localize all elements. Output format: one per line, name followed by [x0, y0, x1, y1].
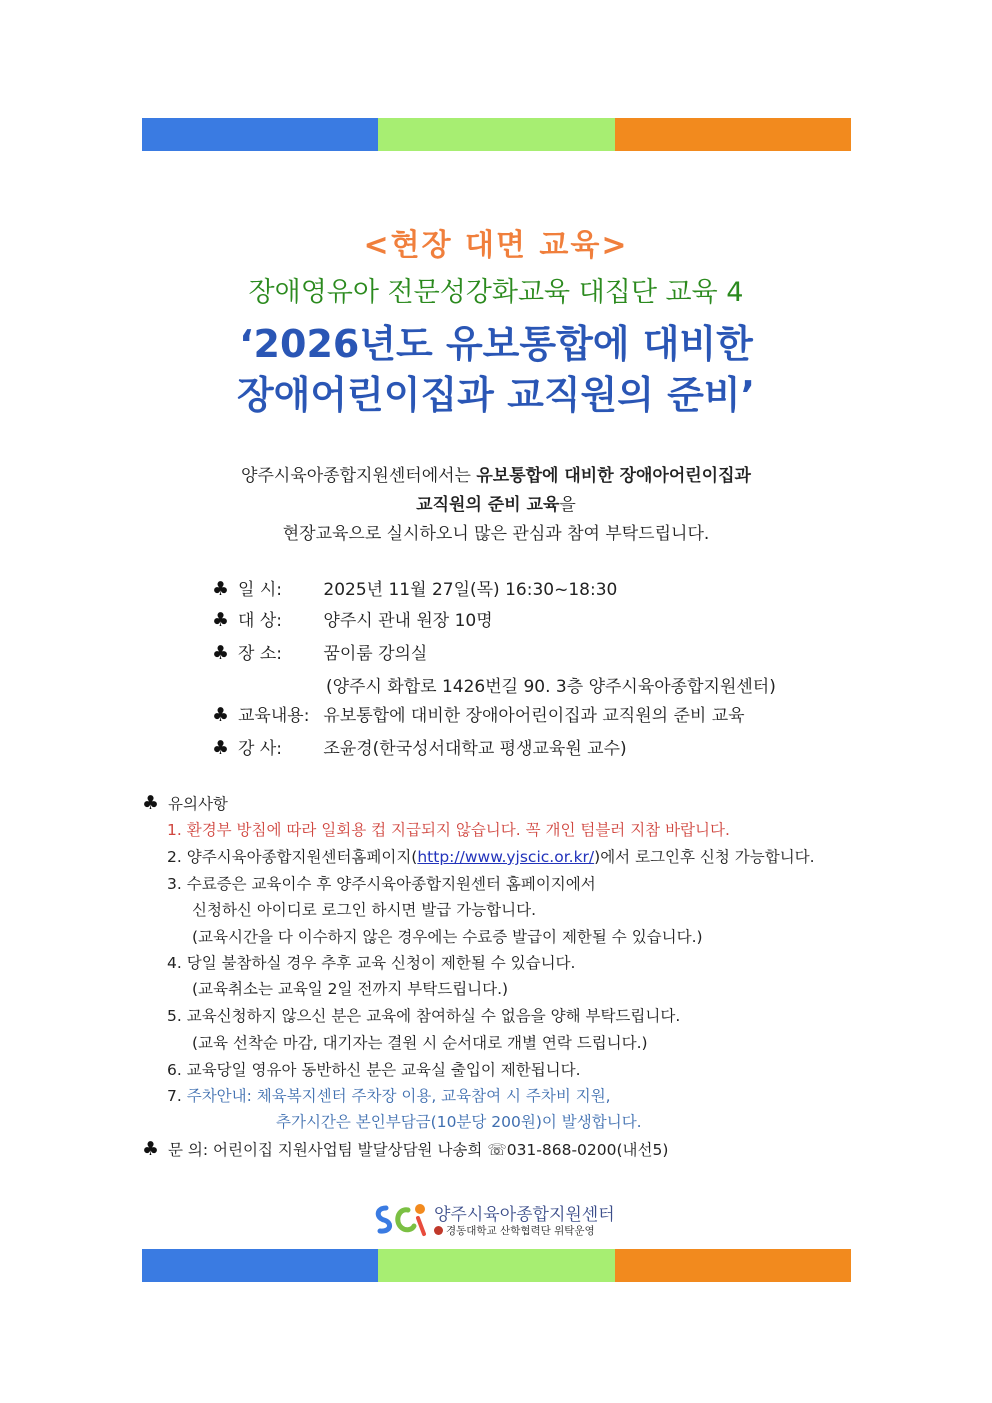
intro-bold-text: 교직원의 준비 교육 — [416, 495, 560, 515]
note-text: 2. 양주시육아종합지원센터홈페이지( — [167, 848, 418, 866]
contact-value: 어린이집 지원사업팀 발달상담원 나송희 — [213, 1141, 488, 1159]
intro-text: 양주시육아종합지원센터에서는 — [241, 466, 477, 486]
info-address: (양주시 화합로 1426번길 90. 3층 양주시육아종합지원센터) — [326, 677, 776, 697]
info-row-lecturer — [212, 734, 627, 759]
intro-line2 — [0, 490, 992, 515]
bar-orange-segment — [615, 118, 851, 151]
logo-name: 양주시육아종합지원센터 — [434, 1205, 615, 1225]
intro-bold-text: 유보통합에 대비한 장애아어린이집과 — [476, 466, 751, 486]
info-row-target — [212, 606, 493, 631]
logo-subtitle — [434, 1223, 595, 1238]
note-text: )에서 로그인후 신청 가능합니다. — [594, 848, 815, 866]
info-label: 교육내용: — [238, 706, 310, 726]
note-1: 1. 환경부 방침에 따라 일회용 컵 지급되지 않습니다. 꼭 개인 텀블러 지참 바랍니다. — [167, 821, 730, 839]
info-value: 조윤경(한국성서대학교 평생교육원 교수) — [323, 739, 627, 759]
parking-note: 주차안내: 체육복지센터 주차장 이용, 교육참여 시 주차비 지원, — [186, 1087, 611, 1105]
club-icon: ♣ — [142, 792, 160, 814]
info-value: 양주시 관내 원장 10명 — [323, 611, 493, 631]
info-value: 꿈이룸 강의실 — [323, 644, 428, 664]
note-number: 7. — [167, 1087, 187, 1105]
info-label: 대 상: — [238, 611, 282, 631]
club-icon: ♣ — [212, 609, 230, 631]
bar-orange-segment — [615, 1249, 851, 1282]
program-subtitle: 장애영유아 전문성강화교육 대집단 교육 4 — [248, 277, 744, 308]
phone-icon: ☏ — [487, 1141, 507, 1159]
intro-line1 — [0, 461, 992, 486]
event-type-heading: <현장 대면 교육> — [363, 228, 629, 263]
homepage-link[interactable]: http://www.yjscic.or.kr/ — [417, 848, 595, 866]
info-label: 강 사: — [238, 739, 282, 759]
info-row-content — [212, 701, 745, 726]
bar-green-segment — [378, 1249, 614, 1282]
club-icon: ♣ — [142, 1138, 160, 1160]
info-value: 2025년 11월 27일(목) 16:30~18:30 — [323, 580, 618, 600]
note-3-cont: 신청하신 아이디로 로그인 하시면 발급 가능합니다. — [192, 901, 536, 919]
note-7 — [167, 1084, 611, 1106]
bar-green-segment — [378, 118, 614, 151]
info-label: 장 소: — [238, 644, 282, 664]
main-title-line2: 장애어린이집과 교직원의 준비’ — [236, 373, 756, 417]
note-4-cont: (교육취소는 교육일 2일 전까지 부탁드립니다.) — [192, 980, 509, 998]
center-logo — [372, 1198, 632, 1240]
note-5-cont: (교육 선착순 마감, 대기자는 결원 시 순서대로 개별 연락 드립니다.) — [192, 1034, 648, 1052]
intro-line3: 현장교육으로 실시하오니 많은 관심과 참여 부탁드립니다. — [282, 524, 710, 544]
club-icon: ♣ — [212, 578, 230, 600]
note-6: 6. 교육당일 영유아 동반하신 분은 교육실 출입이 제한됩니다. — [167, 1061, 581, 1079]
club-icon: ♣ — [212, 737, 230, 759]
bottom-color-bar — [142, 1249, 851, 1282]
info-label: 일 시: — [238, 580, 282, 600]
club-icon: ♣ — [212, 642, 230, 664]
note-3: 3. 수료증은 교육이수 후 양주시육아종합지원센터 홈페이지에서 — [167, 875, 596, 893]
contact-phone: 031-868-0200(내선5) — [506, 1141, 669, 1159]
notes-title-text: 유의사항 — [168, 795, 228, 813]
info-value: 유보통합에 대비한 장애아어린이집과 교직원의 준비 교육 — [323, 706, 745, 726]
intro-text: 을 — [559, 495, 576, 515]
notes-title — [142, 792, 228, 814]
note-4: 4. 당일 불참하실 경우 추후 교육 신청이 제한될 수 있습니다. — [167, 954, 576, 972]
info-row-place — [212, 639, 427, 664]
note-5: 5. 교육신청하지 않으신 분은 교육에 참여하실 수 없음을 양해 부탁드립니다. — [167, 1007, 681, 1025]
logo-mark-icon — [372, 1200, 430, 1238]
info-row-date — [212, 575, 617, 600]
note-7-cont: 추가시간은 본인부담금(10분당 200원)이 발생합니다. — [276, 1113, 642, 1131]
university-seal-icon — [434, 1226, 443, 1235]
club-icon: ♣ — [212, 704, 230, 726]
logo-sub-text: 경동대학교 산학협력단 위탁운영 — [446, 1225, 595, 1237]
top-color-bar — [142, 118, 851, 151]
bar-blue-segment — [142, 118, 378, 151]
note-2 — [167, 845, 815, 867]
main-title-line1: ‘2026년도 유보통합에 대비한 — [239, 322, 753, 366]
note-3-cont2: (교육시간을 다 이수하지 않은 경우에는 수료증 발급이 제한될 수 있습니다.) — [192, 928, 703, 946]
contact-label: 문 의: — [168, 1141, 209, 1159]
contact-line — [142, 1138, 668, 1160]
bar-blue-segment — [142, 1249, 378, 1282]
